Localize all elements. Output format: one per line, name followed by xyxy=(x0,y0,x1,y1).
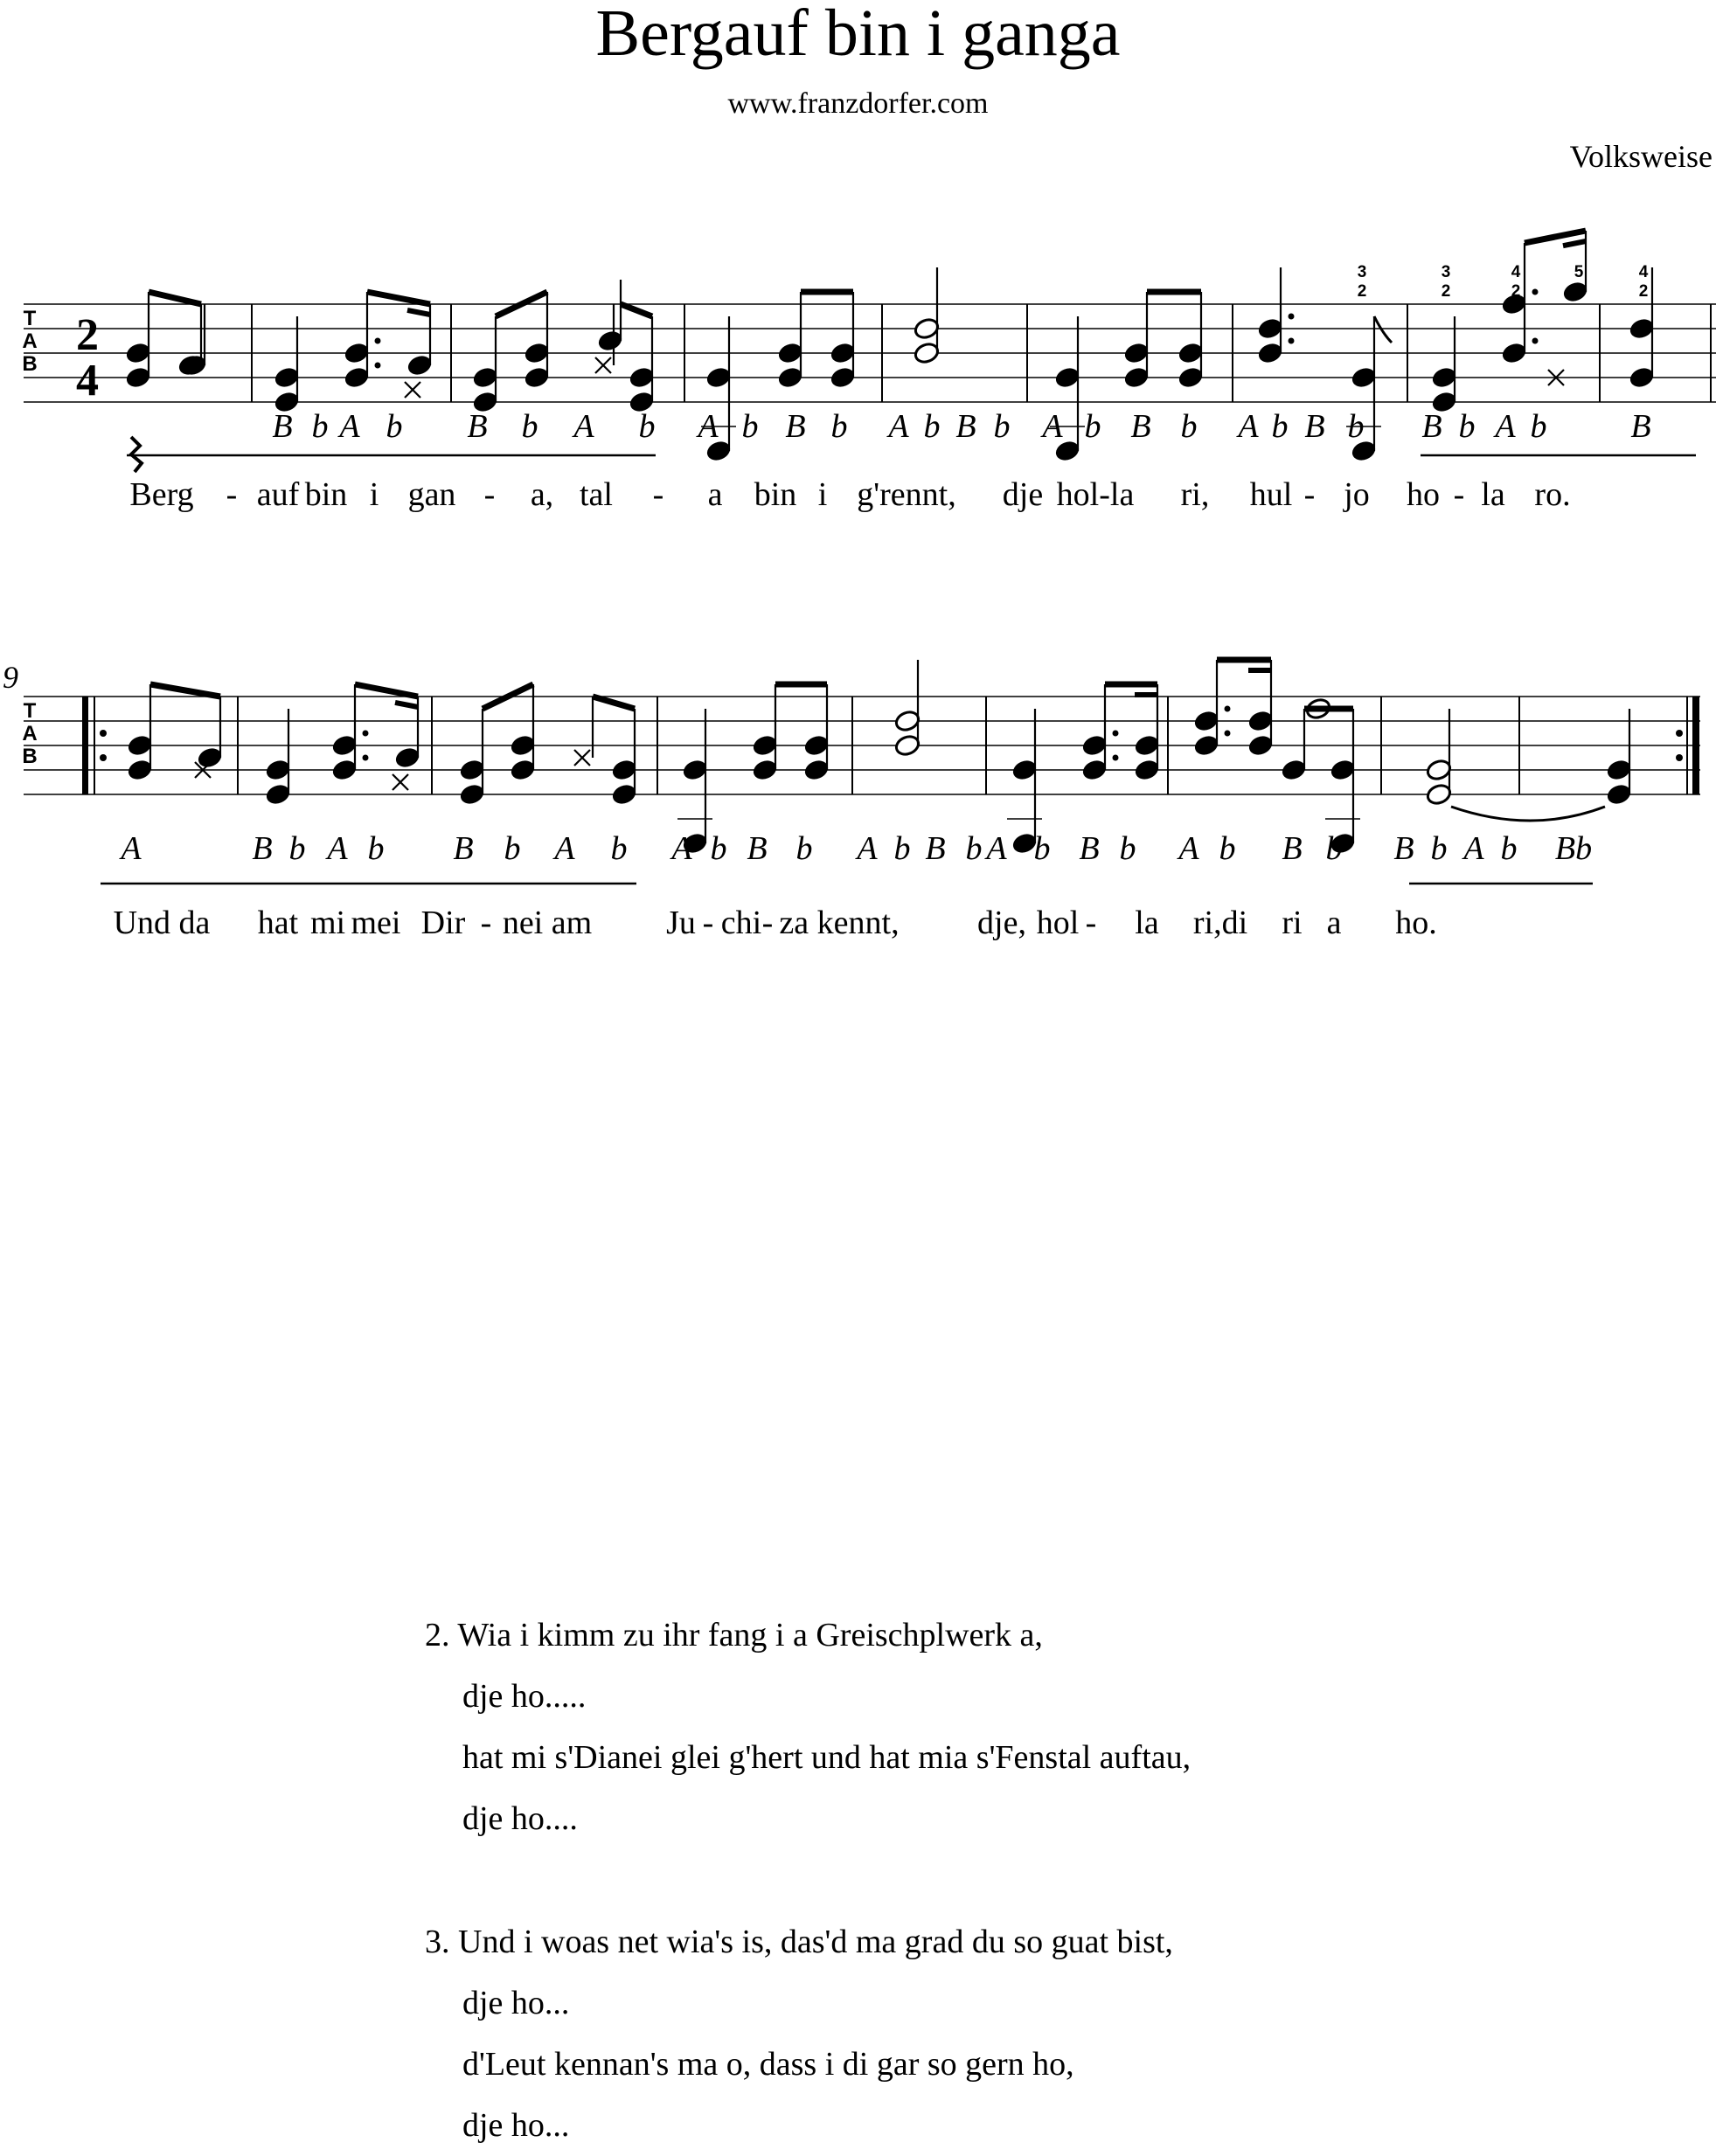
fingering-letter: b xyxy=(521,408,538,445)
tab-clef-t: T xyxy=(23,699,37,723)
beam xyxy=(407,310,430,315)
fingering-letter: A xyxy=(1495,408,1516,445)
lyric-syllable: - xyxy=(1453,476,1465,513)
verse-2-line-3: hat mi s'Dianei glei g'hert und hat mia s'Fenstal auftau, xyxy=(462,1739,1191,1776)
lyric-syllable: - xyxy=(1303,476,1316,513)
fingering-letter: b xyxy=(1347,408,1365,445)
augmentation-dot xyxy=(1225,731,1231,737)
fingering-letter: A xyxy=(554,830,575,867)
verse-text: Wia i kimm zu ihr fang i a Greischplwerk a, xyxy=(457,1617,1043,1653)
lyric-syllable: tal xyxy=(580,476,613,513)
fingering-letter: B xyxy=(272,408,293,445)
augmentation-dot xyxy=(375,338,381,344)
beam xyxy=(150,684,220,697)
beam xyxy=(395,703,418,707)
fret-number: 2 xyxy=(1638,282,1649,301)
augmentation-dot xyxy=(363,755,369,761)
lyric-syllable: - xyxy=(761,905,774,941)
verse-number: 3. xyxy=(425,1924,450,1960)
lyric-syllable: la xyxy=(1481,476,1505,513)
fingering-letter: b xyxy=(710,830,727,867)
tablature-score xyxy=(0,0,1716,1005)
fingering-letter: b xyxy=(1458,408,1476,445)
verse-number: 2. xyxy=(425,1617,450,1653)
fingering-letter: B xyxy=(1421,408,1442,445)
fingering-letter: A xyxy=(1042,408,1063,445)
lyric-syllable: ri,di xyxy=(1192,905,1248,941)
lyric-syllable: nei am xyxy=(502,905,593,941)
lyric-syllable: - xyxy=(702,905,714,941)
lyric-syllable: hol-la xyxy=(1056,476,1135,513)
lyric-syllable: auf xyxy=(256,476,300,513)
fingering-letter: B xyxy=(1130,408,1151,445)
augmentation-dot xyxy=(1113,755,1119,761)
fingering-letter: A xyxy=(339,408,360,445)
fingering-letter: b xyxy=(1530,408,1547,445)
repeat-dot xyxy=(1676,730,1683,737)
fingering-letter: b xyxy=(1430,830,1448,867)
lyric-syllable: Und da xyxy=(113,905,211,941)
fingering-letter: B xyxy=(467,408,488,445)
repeat-dot xyxy=(100,730,107,737)
repeat-dot xyxy=(100,754,107,761)
verse-2-line-4: dje ho.... xyxy=(462,1800,578,1837)
lyric-syllable: hat xyxy=(257,905,299,941)
beam xyxy=(367,292,430,304)
fingering-letter: b xyxy=(1119,830,1136,867)
augmentation-dot xyxy=(363,731,369,737)
lyric-syllable: ho xyxy=(1407,476,1440,513)
lyric-syllable: dje xyxy=(1002,476,1044,513)
augmentation-dot xyxy=(1532,289,1539,295)
fret-number: 5 xyxy=(1574,263,1584,281)
x-note-head xyxy=(393,774,408,790)
fingering-letter: A xyxy=(327,830,348,867)
fingering-letter: A xyxy=(986,830,1007,867)
fingering-letter: A xyxy=(1238,408,1259,445)
fingering-letter: A xyxy=(573,408,594,445)
lyric-syllable: - xyxy=(483,476,496,513)
fingering-letter: b xyxy=(1219,830,1236,867)
lyric-syllable: mi xyxy=(309,905,346,941)
fingering-letter: B xyxy=(955,408,976,445)
lyric-syllable: la xyxy=(1135,905,1159,941)
lyric-syllable: ho. xyxy=(1395,905,1437,941)
repeat-thick-bar xyxy=(82,697,88,794)
lyric-syllable: ri xyxy=(1282,905,1303,941)
lyric-syllable: ro. xyxy=(1534,476,1571,513)
lyric-syllable: hol xyxy=(1036,905,1080,941)
verse-text: Und i woas net wia's is, das'd ma grad du so guat bist, xyxy=(458,1924,1173,1960)
x-note-head xyxy=(595,357,611,373)
fingering-letter: b xyxy=(993,408,1011,445)
fingering-letter: b xyxy=(311,408,329,445)
lyric-syllable: Berg xyxy=(129,476,194,513)
fingering-letter: b xyxy=(923,408,941,445)
beam xyxy=(355,684,418,697)
augmentation-dot xyxy=(1225,706,1231,712)
fret-number: 4 xyxy=(1638,263,1649,281)
composer-credit: Volksweise xyxy=(1569,139,1713,174)
song-title: Bergauf bin i ganga xyxy=(595,0,1121,70)
fingering-letter: b xyxy=(504,830,521,867)
fret-number: 2 xyxy=(1441,282,1451,301)
fret-number: 3 xyxy=(1357,263,1367,281)
time-signature-top: 2 xyxy=(76,310,99,360)
fingering-letter: B xyxy=(785,408,806,445)
fret-number: 2 xyxy=(1511,282,1521,301)
verse-3-line-4: dje ho... xyxy=(462,2107,570,2144)
lyric-syllable: Ju xyxy=(666,905,696,941)
lyric-syllable: Dir xyxy=(420,905,466,941)
fingering-letter: A xyxy=(888,408,909,445)
lyric-syllable: a xyxy=(707,476,723,513)
fingering-letter: b xyxy=(741,408,759,445)
beam xyxy=(621,304,652,316)
repeat-thick-bar xyxy=(1692,697,1699,794)
tab-clef-b: B xyxy=(22,352,38,376)
fingering-letter: b xyxy=(288,830,306,867)
lyric-syllable: - xyxy=(480,905,492,941)
fingering-letter: b xyxy=(1033,830,1051,867)
lyric-syllable: - xyxy=(226,476,238,513)
fingering-letter: B xyxy=(925,830,946,867)
tie xyxy=(1451,807,1605,821)
fingering-letter: b xyxy=(610,830,628,867)
tab-clef-a: A xyxy=(22,329,38,353)
fingering-letter: b xyxy=(1325,830,1343,867)
fingering-letter: B xyxy=(252,830,273,867)
lyric-syllable: mei xyxy=(351,905,401,941)
augmentation-dot xyxy=(375,363,381,369)
augmentation-dot xyxy=(1532,338,1539,344)
beam xyxy=(149,292,201,304)
repeat-dot xyxy=(1676,754,1683,761)
time-signature-bottom: 4 xyxy=(76,356,99,406)
fingering-letter: B xyxy=(747,830,768,867)
fingering-letter: B xyxy=(1282,830,1303,867)
verse-3-line-1 xyxy=(425,1911,1191,1972)
fingering-letter: b xyxy=(638,408,656,445)
fingering-letter: B xyxy=(453,830,474,867)
fingering-letter: B xyxy=(1304,408,1325,445)
fingering-letter: b xyxy=(1500,830,1518,867)
lyric-syllable: - xyxy=(1085,905,1097,941)
fingering-letter: Bb xyxy=(1554,830,1593,867)
lyric-syllable: chi xyxy=(720,905,762,941)
fingering-letter: b xyxy=(386,408,403,445)
tab-clef-a: A xyxy=(22,722,38,745)
lyric-syllable: - xyxy=(652,476,664,513)
tab-clef-t: T xyxy=(23,307,37,330)
lyric-syllable: a xyxy=(1326,905,1342,941)
fingering-letter: B xyxy=(1079,830,1100,867)
verse-3-line-3: d'Leut kennan's ma o, dass i di gar so gern ho, xyxy=(462,2046,1074,2083)
tab-clef-b: B xyxy=(22,745,38,768)
fingering-letter: b xyxy=(1180,408,1198,445)
verse-2-line-1 xyxy=(425,1605,1191,1666)
fingering-letter: b xyxy=(1271,408,1289,445)
lyric-syllable: a, xyxy=(530,476,554,513)
fingering-letter: b xyxy=(1084,408,1101,445)
lyric-syllable: jo xyxy=(1344,476,1370,513)
lyric-syllable: hul xyxy=(1249,476,1293,513)
augmentation-dot xyxy=(1289,338,1295,344)
lyric-syllable: gan xyxy=(407,476,456,513)
verse-2-line-2: dje ho..... xyxy=(462,1678,587,1715)
lyric-syllable: i xyxy=(369,476,379,513)
fingering-letter: b xyxy=(830,408,848,445)
fingering-letter: A xyxy=(857,830,878,867)
lyric-syllable: bin xyxy=(304,476,348,513)
system-2 xyxy=(3,660,1700,941)
fingering-letter: b xyxy=(367,830,385,867)
lyric-syllable: dje, xyxy=(977,905,1026,941)
lyric-syllable: ri, xyxy=(1180,476,1210,513)
fret-number: 3 xyxy=(1441,263,1451,281)
system-1 xyxy=(22,231,1716,513)
augmentation-dot xyxy=(1289,314,1295,320)
lyric-syllable: i xyxy=(817,476,828,513)
website-url: www.franzdorfer.com xyxy=(727,87,989,120)
lyric-syllable: za kennt, xyxy=(779,905,900,941)
fingering-letter: b xyxy=(965,830,983,867)
fingering-letter: b xyxy=(795,830,813,867)
additional-verses xyxy=(425,1605,1191,2156)
measure-number: 9 xyxy=(3,660,18,695)
fingering-letter: A xyxy=(121,830,142,867)
x-note-head xyxy=(574,750,590,766)
fingering-letter: A xyxy=(1178,830,1199,867)
augmentation-dot xyxy=(1113,731,1119,737)
beam xyxy=(593,697,635,709)
fingering-letter: A xyxy=(698,408,719,445)
fingering-letter: A xyxy=(1463,830,1484,867)
fret-number: 2 xyxy=(1574,282,1584,301)
fingering-letter: B xyxy=(1393,830,1414,867)
beam xyxy=(1563,241,1586,246)
eighth-flag xyxy=(1374,316,1392,343)
fret-number: 4 xyxy=(1511,263,1521,281)
lyric-syllable: bin xyxy=(754,476,797,513)
fingering-letter: A xyxy=(671,830,692,867)
lyric-syllable: g'rennt, xyxy=(857,476,956,513)
x-note-head xyxy=(405,382,420,398)
verse-3-line-2: dje ho... xyxy=(462,1985,570,2021)
fingering-letter: B xyxy=(1630,408,1651,445)
fingering-letter: b xyxy=(893,830,911,867)
fret-number: 2 xyxy=(1357,282,1367,301)
